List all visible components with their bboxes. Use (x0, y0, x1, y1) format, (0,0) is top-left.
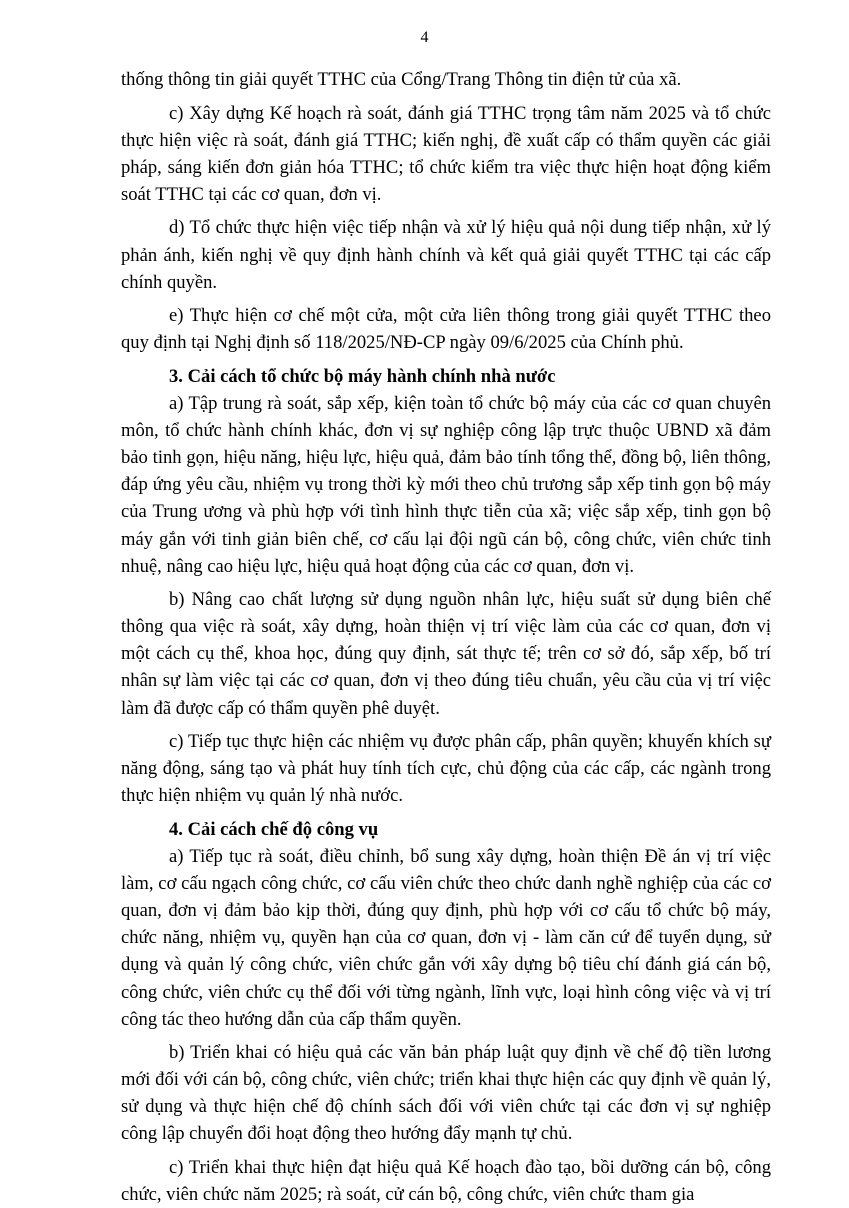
section-heading-3: 3. Cải cách tổ chức bộ máy hành chính nhà nước (169, 365, 556, 387)
section-heading-4: 4. Cải cách chế độ công vụ (169, 818, 379, 840)
paragraph-2d: d) Tổ chức thực hiện việc tiếp nhận và xử lý hiệu quả nội dung tiếp nhận, xử lý phản ánh, kiến nghị về quy định hành chính và kết quả giải quyết TTHC tại các cấp chính quyền. (121, 217, 771, 293)
paragraph-continuation: thống thông tin giải quyết TTHC của Cổng/Trang Thông tin điện tử của xã. (121, 69, 682, 90)
paragraph-2e: e) Thực hiện cơ chế một cửa, một cửa liên thông trong giải quyết TTHC theo quy định tại Nghị định số 118/2025/NĐ-CP ngày 09/6/2025 của Chính phủ. (121, 305, 771, 354)
paragraph-2c: c) Xây dựng Kế hoạch rà soát, đánh giá TTHC trọng tâm năm 2025 và tổ chức thực hiện việc rà soát, đánh giá TTHC; kiến nghị, đề xuất cấp có thẩm quyền các giải pháp, sáng kiến đơn giản hóa TTHC; tổ chức kiểm tra việc thực hiện hoạt động kiểm soát TTHC tại các cơ quan, đơn vị. (121, 102, 771, 205)
paragraph-4b: b) Triển khai có hiệu quả các văn bản pháp luật quy định về chế độ tiền lương mới đối với cán bộ, công chức, viên chức; triển khai thực hiện các quy định về quản lý, sử dụng và thực hiện chế độ chính sách đối với viên chức tại các đơn vị sự nghiệp công lập chuyển đổi hoạt động theo hướng đẩy mạnh tự chủ. (121, 1042, 771, 1145)
paragraph-4a: a) Tiếp tục rà soát, điều chỉnh, bổ sung xây dựng, hoàn thiện Đề án vị trí việc làm, cơ cấu ngạch công chức, cơ cấu viên chức theo chức danh nghề nghiệp của các cơ quan, đơn vị đảm bảo kịp thời, đúng quy định, phù hợp với cơ cấu tổ chức bộ máy, chức năng, nhiệm vụ, quyền hạn của cơ quan, đơn vị - làm căn cứ để tuyển dụng, sử dụng và quản lý công chức, viên chức gắn với xây dựng bộ tiêu chí đánh giá cán bộ, công chức, viên chức cụ thể đối với từng ngành, lĩnh vực, loại hình công việc và vị trí công tác theo hướng dẫn của cấp thẩm quyền. (121, 846, 771, 1030)
paragraph-4c: c) Triển khai thực hiện đạt hiệu quả Kế hoạch đào tạo, bồi dưỡng cán bộ, công chức, viên chức năm 2025; rà soát, cử cán bộ, công chức, viên chức tham gia (121, 1157, 771, 1206)
paragraph-3a: a) Tập trung rà soát, sắp xếp, kiện toàn tổ chức bộ máy của các cơ quan chuyên môn, tổ chức hành chính khác, đơn vị sự nghiệp công lập trực thuộc UBND xã đảm bảo tinh gọn, hiệu năng, hiệu lực, hiệu quả, đảm bảo tính tổng thể, đồng bộ, liên thông, đáp ứng yêu cầu, nhiệm vụ trong thời kỳ mới theo chủ trương sắp xếp tinh gọn bộ máy của Trung ương và phù hợp với tình hình thực tiễn của xã; việc sắp xếp, tinh gọn bộ máy gắn với tinh giản biên chế, cơ cấu lại đội ngũ cán bộ, công chức, viên chức tinh nhuệ, nâng cao hiệu lực, hiệu quả hoạt động của các cơ quan, đơn vị. (121, 393, 771, 577)
page-number: 4 (420, 29, 429, 46)
document-body (121, 66, 771, 1208)
paragraph-3c: c) Tiếp tục thực hiện các nhiệm vụ được phân cấp, phân quyền; khuyến khích sự năng động, sáng tạo và phát huy tính tích cực, chủ động của các cấp, các ngành trong thực hiện nhiệm vụ quản lý nhà nước. (121, 731, 771, 807)
paragraph-3b: b) Nâng cao chất lượng sử dụng nguồn nhân lực, hiệu suất sử dụng biên chế thông qua việc rà soát, xây dựng, hoàn thiện vị trí việc làm của các cơ quan, đơn vị một cách cụ thể, khoa học, đúng quy định, sát thực tế; trên cơ sở đó, sắp xếp, bố trí nhân sự làm việc tại các cơ quan, đơn vị theo đúng tiêu chuẩn, yêu cầu của vị trí việc làm đã được cấp có thẩm quyền phê duyệt. (121, 589, 771, 719)
